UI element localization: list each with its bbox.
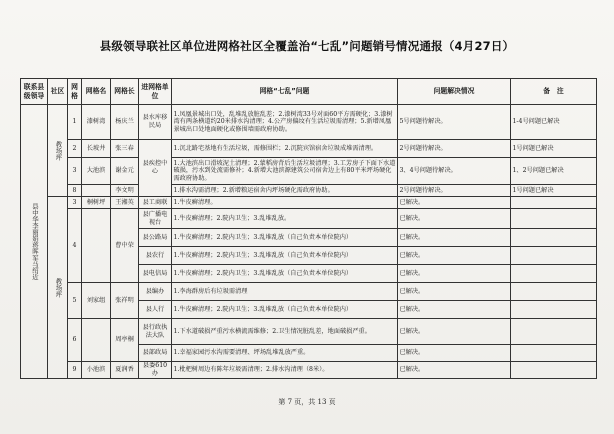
table-row (21, 209, 597, 229)
status-text: 已解决。 (398, 345, 511, 362)
grid-no: 4 (68, 209, 82, 283)
status-text: 已解决。 (398, 283, 511, 301)
community-cell (48, 105, 68, 197)
grid-no: 5 (68, 283, 82, 319)
header-community: 社区 (48, 79, 68, 105)
problem-text: 1.沉北路宅基地有生活垃圾，需修围栏；2.沉院宾馆宿舍垃圾成堆需清理。 (172, 140, 398, 158)
unit: 县农行 (139, 247, 172, 265)
page-title: 县级领导联社区单位进网格社区全覆盖治“七乱”问题销号情况通报（4月27日） (99, 39, 515, 53)
status-text: 已解决。 (398, 229, 511, 247)
community-name: 教场坪 (54, 140, 63, 161)
remark-text (511, 283, 597, 301)
status-text: 已解决。 (398, 362, 511, 379)
unit: 县电信局 (139, 265, 172, 283)
table-row (21, 185, 597, 197)
grid-name (82, 319, 111, 362)
leader-cell (21, 105, 48, 379)
problem-text: 1.牛皮癣清理；2.院内卫生；3.乱堆乱放（自己负责本单位院内） (172, 229, 398, 247)
unit: 县疾控中心 (139, 140, 172, 197)
table-header-row (21, 79, 597, 105)
grid-leader: 张三春 (111, 140, 139, 158)
grid-no: 2 (68, 140, 82, 158)
grid-leader: 周亭桐 (111, 319, 139, 362)
header-grid-no: 网格 (68, 79, 82, 105)
table-row (21, 140, 597, 158)
header-leader: 联系县级领导 (21, 79, 48, 105)
status-text: 已解决。 (398, 301, 511, 319)
grid-leader: 李文明 (111, 185, 139, 197)
problem-text: 1.牛皮癣清理；2.院内卫生；3.乱堆乱放（自己负责本单位院内） (172, 301, 398, 319)
page-number: 第 7 页，共 13 页 (278, 398, 336, 406)
grid-name: 大池滨 (82, 158, 111, 185)
grid-leader: 谢金元 (111, 158, 139, 185)
problem-text: 1.大池滨出口滑坡泥土清理；2.蒙稻房背后生活垃圾清理；3.工芳房子下面下水道破损，污水到处流需修补；4.新增大池滨源建筑公司宿舍边上有80平米坪场硬化需政府协助。 (172, 158, 398, 185)
remark-text (511, 265, 597, 283)
unit: 县编办 (139, 283, 172, 301)
table-row (21, 105, 597, 140)
header-status: 问题解决情况 (398, 79, 511, 105)
grid-no: 1 (68, 105, 82, 140)
grid-name (82, 209, 111, 283)
header-grid-leader: 网格长 (111, 79, 139, 105)
remark-text (511, 209, 597, 229)
unit: 县工商联 (139, 197, 172, 209)
grid-leader: 王湘英 (111, 197, 139, 209)
grid-name: 刘家组 (82, 283, 111, 319)
problem-text: 1.牛皮癣清理。 (172, 197, 398, 209)
remark-text (511, 345, 597, 362)
problem-text: 1.牛皮癣清理；2.院内卫生；3.乱堆乱放（自己负责本单位院内） (172, 265, 398, 283)
remark-text (511, 197, 597, 209)
status-text: 已解决。 (398, 209, 511, 229)
remark-text (511, 362, 597, 379)
header-unit: 进网格单位 (139, 79, 172, 105)
grid-leader: 曹中荣 (111, 209, 139, 283)
grid-name: 漆树湾 (82, 105, 111, 140)
header-problems: 网格“七乱”问题 (172, 79, 398, 105)
problem-text: 1.李海群房后有垃圾需清理 (172, 283, 398, 301)
status-text: 已解决。 (398, 197, 511, 209)
report-table (20, 78, 597, 379)
table-row (21, 319, 597, 345)
status-text: 2号问题待解决。 (398, 140, 511, 158)
grid-name: 桐树坪 (82, 197, 111, 209)
status-text: 已解决。 (398, 319, 511, 345)
grid-no: 3 (68, 158, 82, 185)
status-text: 2号问题待解决。 (398, 185, 511, 197)
table-row (21, 197, 597, 209)
remark-text: 1号问题已解决 (511, 185, 597, 197)
problem-text: 1.枇杷树周边有陈年垃圾需清理；2.排水沟清理（8米）。 (172, 362, 398, 379)
unit: 县行政执法大队 (139, 319, 172, 345)
remark-text: 1号问题已解决 (511, 140, 597, 158)
community-name: 教场坪 (54, 277, 63, 298)
unit: 县公路局 (139, 229, 172, 247)
grid-leader: 杨庆兰 (111, 105, 139, 140)
grid-name: 小池滨 (82, 362, 111, 379)
table-row (21, 362, 597, 379)
table-row (21, 283, 597, 301)
grid-name: 长坡井 (82, 140, 111, 158)
problem-text: 1.排水沟需清理；2.新增粮运宿舍内坪场硬化需政府协助。 (172, 185, 398, 197)
grid-no: 6 (68, 319, 82, 362)
remark-text (511, 301, 597, 319)
grid-no: 9 (68, 362, 82, 379)
problem-text: 1.牛皮癣清理；2.院内卫生；3.乱堆乱放（自己负责本单位院内） (172, 247, 398, 265)
table-row (21, 158, 597, 185)
problem-text: 1.凤凰景城出口处，乱堆乱放脏乱差；2.漆树湾33号对面60平方需硬化；3.漆树湾有两条横道约20米排水沟清理；4.公产房偏坟有生活垃圾需清理；5.新增凤凰景城出口处地面硬化或修围墙需政府协助。 (172, 105, 398, 140)
status-text: 已解决。 (398, 265, 511, 283)
unit: 县广播电视台 (139, 209, 172, 229)
problem-text: 1.牛皮癣清理；2.院内卫生；3.乱堆乱放。 (172, 209, 398, 229)
status-text: 已解决。 (398, 247, 511, 265)
remark-text (511, 247, 597, 265)
status-text: 3、4号问题待解决。 (398, 158, 511, 185)
remark-text (511, 229, 597, 247)
problem-text: 1.幸福家园污水沟需要清理、坪场乱堆乱放严重。 (172, 345, 398, 362)
grid-no: 8 (68, 185, 82, 197)
grid-name (82, 185, 111, 197)
grid-leader: 张祥明 (111, 283, 139, 319)
unit: 县人行 (139, 301, 172, 319)
community-cell (48, 197, 68, 379)
unit: 县委610办 (139, 362, 172, 379)
unit: 县水库移民局 (139, 105, 172, 140)
status-text: 5号问题待解决。 (398, 105, 511, 140)
grid-no: 3 (68, 197, 82, 209)
remark-text (511, 319, 597, 345)
header-remark: 备 注 (511, 79, 597, 105)
grid-leader: 夏润香 (111, 362, 139, 379)
remark-text: 1-4号问题已解决 (511, 105, 597, 140)
problem-text: 1.下水道破损严重污水横流需维修；2.卫生情况脏乱差，地面破损严重。 (172, 319, 398, 345)
header-grid-name: 网格名 (82, 79, 111, 105)
leader-names: 县中华李丽娟蒋晖军马绍近 (30, 203, 39, 280)
unit: 县部政局 (139, 345, 172, 362)
remark-text: 1、2号问题已解决 (511, 158, 597, 185)
